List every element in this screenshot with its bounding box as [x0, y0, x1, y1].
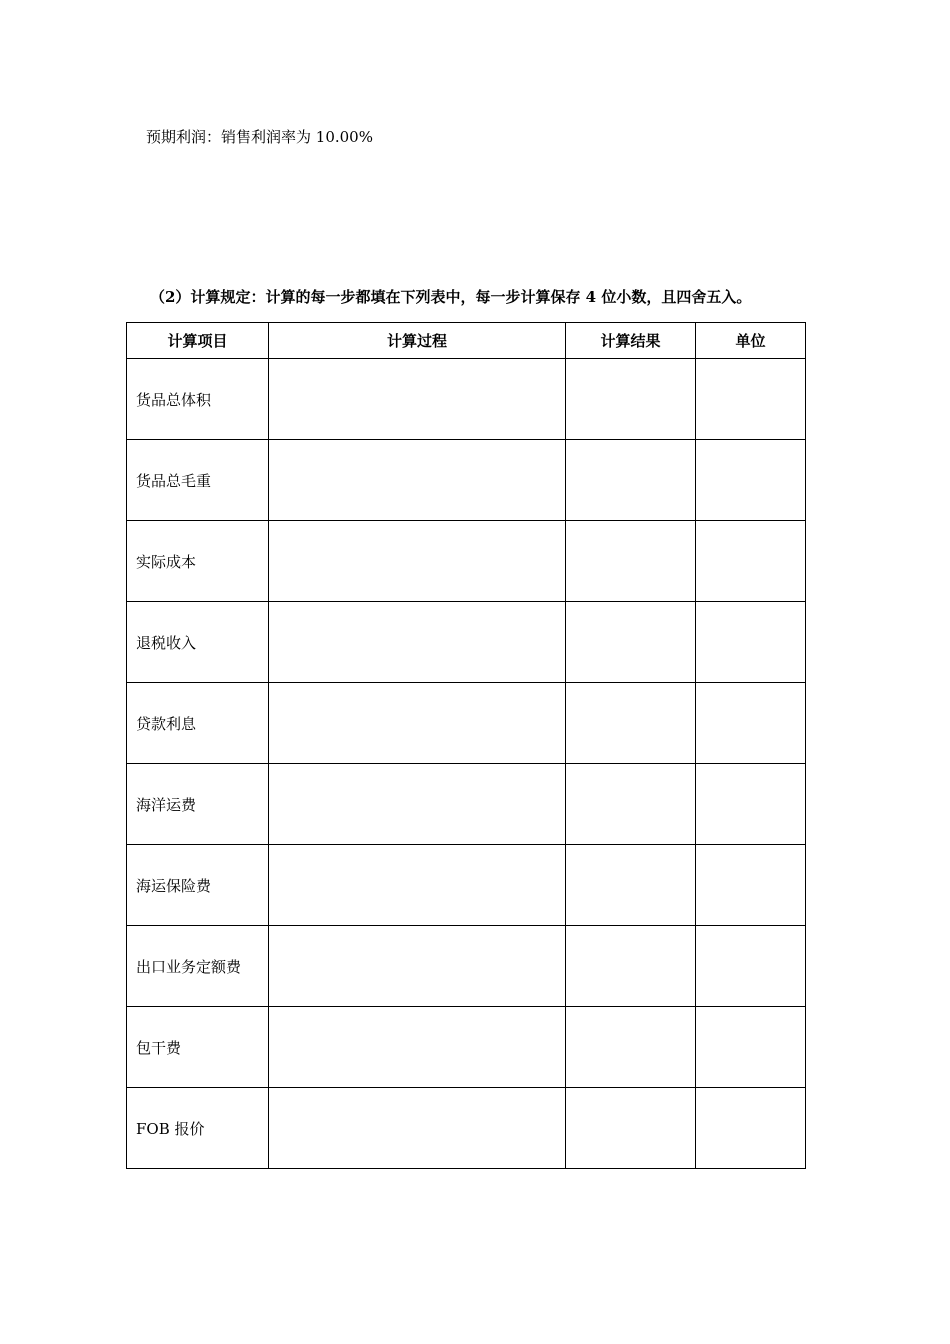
process-cell[interactable]	[269, 359, 566, 440]
process-cell[interactable]	[269, 1088, 566, 1169]
table-row	[127, 845, 806, 926]
row-item-label: 货品总毛重	[127, 440, 269, 521]
row-item-label: FOB 报价	[127, 1088, 269, 1169]
unit-cell[interactable]	[696, 521, 806, 602]
unit-cell[interactable]	[696, 845, 806, 926]
process-cell[interactable]	[269, 764, 566, 845]
header-unit: 单位	[696, 323, 806, 359]
result-cell[interactable]	[566, 1007, 696, 1088]
unit-cell[interactable]	[696, 1007, 806, 1088]
row-item-label: 包干费	[127, 1007, 269, 1088]
row-item-label: 贷款利息	[127, 683, 269, 764]
row-item-label: 货品总体积	[127, 359, 269, 440]
table-row	[127, 683, 806, 764]
row-item-label: 退税收入	[127, 602, 269, 683]
result-cell[interactable]	[566, 1088, 696, 1169]
table-row	[127, 1088, 806, 1169]
unit-cell[interactable]	[696, 926, 806, 1007]
row-item-label: 实际成本	[127, 521, 269, 602]
table-row	[127, 764, 806, 845]
calculation-rule-text: （2）计算规定：计算的每一步都填在下列表中，每一步计算保存 4 位小数，且四舍五入。	[150, 288, 752, 306]
result-cell[interactable]	[566, 359, 696, 440]
table-row	[127, 521, 806, 602]
row-item-label: 海运保险费	[127, 845, 269, 926]
calculation-table	[126, 322, 806, 1169]
table-row	[127, 359, 806, 440]
result-cell[interactable]	[566, 845, 696, 926]
table-row	[127, 926, 806, 1007]
table-row	[127, 602, 806, 683]
unit-cell[interactable]	[696, 1088, 806, 1169]
unit-cell[interactable]	[696, 440, 806, 521]
table-row	[127, 1007, 806, 1088]
result-cell[interactable]	[566, 521, 696, 602]
header-item: 计算项目	[127, 323, 269, 359]
process-cell[interactable]	[269, 1007, 566, 1088]
process-cell[interactable]	[269, 440, 566, 521]
unit-cell[interactable]	[696, 602, 806, 683]
row-item-label: 出口业务定额费	[127, 926, 269, 1007]
header-process: 计算过程	[269, 323, 566, 359]
result-cell[interactable]	[566, 602, 696, 683]
process-cell[interactable]	[269, 845, 566, 926]
unit-cell[interactable]	[696, 764, 806, 845]
row-item-label: 海洋运费	[127, 764, 269, 845]
unit-cell[interactable]	[696, 359, 806, 440]
unit-cell[interactable]	[696, 683, 806, 764]
table-row	[127, 440, 806, 521]
result-cell[interactable]	[566, 683, 696, 764]
expected-profit-text: 预期利润：销售利润率为 10.00%	[146, 128, 373, 146]
process-cell[interactable]	[269, 926, 566, 1007]
process-cell[interactable]	[269, 602, 566, 683]
header-result: 计算结果	[566, 323, 696, 359]
table-header-row	[127, 323, 806, 359]
result-cell[interactable]	[566, 926, 696, 1007]
process-cell[interactable]	[269, 683, 566, 764]
result-cell[interactable]	[566, 440, 696, 521]
result-cell[interactable]	[566, 764, 696, 845]
process-cell[interactable]	[269, 521, 566, 602]
